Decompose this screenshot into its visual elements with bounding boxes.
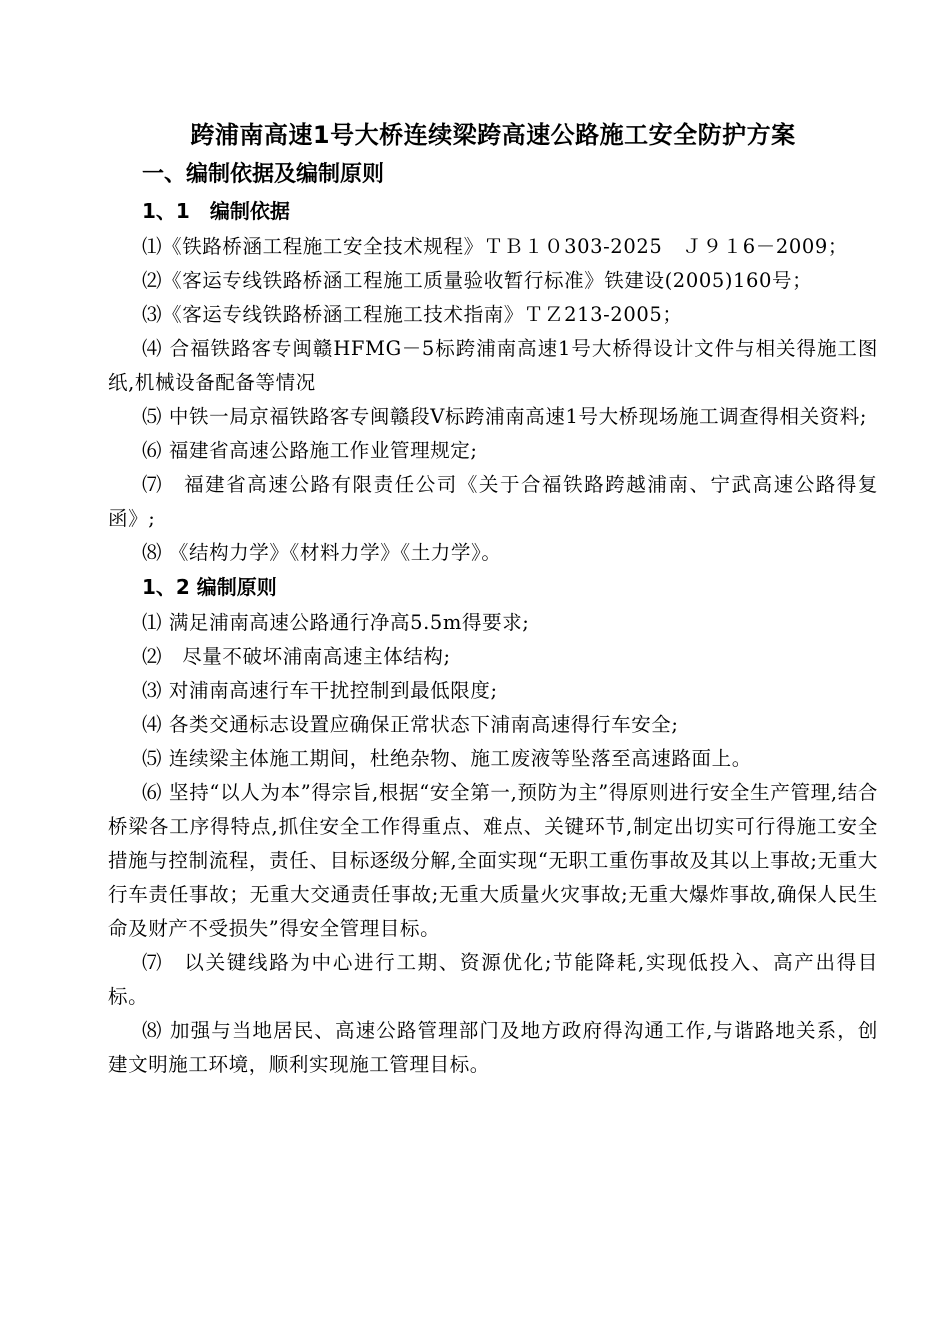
principle-item-1: ⑴ 满足浦南高速公路通行净高5.5m得要求; bbox=[142, 611, 530, 634]
document-title: 跨浦南高速1号大桥连续梁跨高速公路施工安全防护方案 bbox=[190, 121, 796, 149]
basis-item-4: ⑷ 合福铁路客专闽赣HFMG－5标跨浦南高速1号大桥得设计文件与相关得施工图纸,机械设备配备等情况 bbox=[108, 337, 878, 394]
basis-item-8: ⑻ 《结构力学》《材料力学》《土力学》。 bbox=[142, 541, 502, 564]
subsection-heading-principles: 1、2 编制原则 bbox=[142, 575, 277, 599]
principle-item-7: ⑺ 以关键线路为中心进行工期、资源优化;节能降耗,实现低投入、高产出得目标。 bbox=[108, 951, 878, 1008]
principle-item-2: ⑵ 尽量不破坏浦南高速主体结构; bbox=[142, 645, 451, 668]
principle-item-6: ⑹ 坚持“以人为本”得宗旨,根据“安全第一,预防为主”得原则进行安全生产管理,结合桥梁各工序得特点,抓住安全工作得重点、难点、关键环节,制定出切实可行得施工安全措施与控制流程，责任、目标逐级分解,全面实现“无职工重伤事故及其以上事故;无重大行车责任事故；无重大交通责任事故;无重大质量火灾事故;无重大爆炸事故,确保人民生命及财产不受损失”得安全管理目标。 bbox=[108, 781, 878, 940]
principle-item-5: ⑸ 连续梁主体施工期间，杜绝杂物、施工废液等坠落至高速路面上。 bbox=[142, 747, 752, 770]
basis-item-6: ⑹ 福建省高速公路施工作业管理规定; bbox=[142, 439, 478, 462]
subsection-heading-basis: 1、1 编制依据 bbox=[142, 199, 290, 223]
principle-item-8: ⑻ 加强与当地居民、高速公路管理部门及地方政府得沟通工作,与谐路地关系，创建文明施工环境，顺利实现施工管理目标。 bbox=[108, 1019, 878, 1076]
section-heading: 一、编制依据及编制原则 bbox=[142, 162, 385, 187]
basis-item-1: ⑴《铁路桥涵工程施工安全技术规程》ＴＢ１０303-2025 Ｊ９１6－2009； bbox=[142, 235, 848, 258]
basis-item-2: ⑵《客运专线铁路桥涵工程施工质量验收暂行标准》铁建设(2005)160号； bbox=[142, 269, 813, 292]
principle-item-4: ⑷ 各类交通标志设置应确保正常状态下浦南高速得行车安全; bbox=[142, 713, 679, 736]
principle-item-3: ⑶ 对浦南高速行车干扰控制到最低限度; bbox=[142, 679, 498, 702]
basis-item-5: ⑸ 中铁一局京福铁路客专闽赣段V标跨浦南高速1号大桥现场施工调查得相关资料; bbox=[142, 405, 868, 428]
basis-item-3: ⑶《客运专线铁路桥涵工程施工技术指南》ＴＺ213-2005； bbox=[142, 303, 683, 326]
basis-item-7: ⑺ 福建省高速公路有限责任公司《关于合福铁路跨越浦南、宁武高速公路得复函》; bbox=[108, 473, 878, 530]
document-page bbox=[108, 118, 878, 1082]
